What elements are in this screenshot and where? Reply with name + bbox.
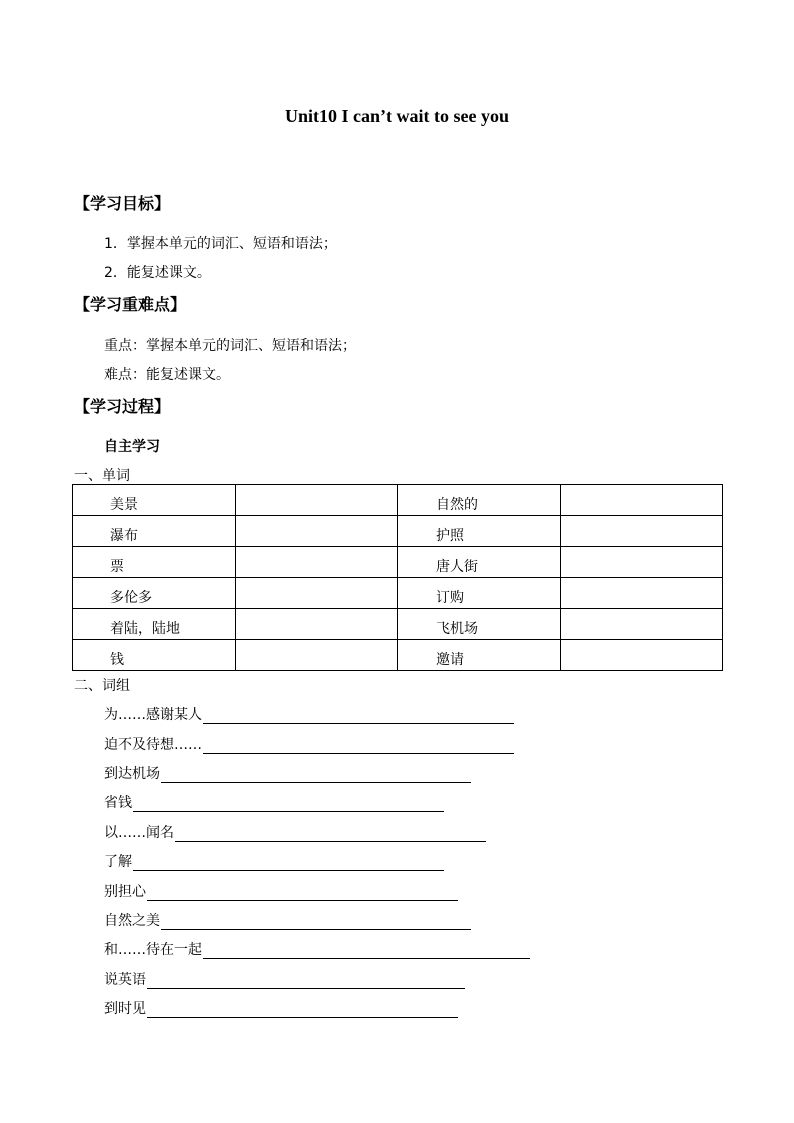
page-title: Unit10 I can’t wait to see you — [285, 106, 509, 126]
vocab-answer-cell[interactable] — [561, 485, 723, 516]
phrase-item — [104, 910, 471, 930]
vocab-table — [72, 484, 723, 671]
vocab-word-cell: 钱 — [73, 640, 236, 671]
process-heading: 【学习过程】 — [74, 397, 171, 416]
table-row — [73, 640, 723, 671]
objective-item-2: 2．能复述课文。 — [104, 265, 211, 281]
vocab-word-cell: 飞机场 — [398, 609, 561, 640]
phrase-label: 和……待在一起 — [104, 942, 202, 958]
phrase-label: 说英语 — [104, 972, 146, 988]
phrase-answer-blank[interactable] — [161, 915, 471, 930]
phrase-answer-blank[interactable] — [161, 768, 471, 783]
vocab-answer-cell[interactable] — [236, 547, 398, 578]
table-row — [73, 516, 723, 547]
phrase-answer-blank[interactable] — [147, 886, 458, 901]
vocab-word-cell: 多伦多 — [73, 578, 236, 609]
phrase-answer-blank[interactable] — [175, 827, 486, 842]
table-row — [73, 578, 723, 609]
vocab-answer-cell[interactable] — [561, 609, 723, 640]
self-study-subheading: 自主学习 — [104, 439, 160, 455]
phrase-item — [104, 734, 514, 754]
phrase-item — [104, 969, 465, 989]
phrase-item — [104, 704, 514, 724]
vocab-answer-cell[interactable] — [561, 640, 723, 671]
objective-item-1: 1．掌握本单元的词汇、短语和语法； — [104, 236, 337, 252]
phrase-answer-blank[interactable] — [133, 797, 444, 812]
vocab-answer-cell[interactable] — [236, 640, 398, 671]
phrase-answer-blank[interactable] — [147, 1003, 458, 1018]
vocab-answer-cell[interactable] — [561, 547, 723, 578]
phrase-answer-blank[interactable] — [203, 944, 530, 959]
phrase-item — [104, 822, 486, 842]
phrase-answer-blank[interactable] — [147, 974, 465, 989]
phrase-label: 到时见 — [104, 1001, 146, 1017]
vocab-word-cell: 瀑布 — [73, 516, 236, 547]
phrase-label: 到达机场 — [104, 766, 160, 782]
phrase-answer-blank[interactable] — [133, 856, 444, 871]
vocab-word-cell: 唐人街 — [398, 547, 561, 578]
vocab-word-cell: 自然的 — [398, 485, 561, 516]
vocab-word-cell: 票 — [73, 547, 236, 578]
table-row — [73, 609, 723, 640]
phrase-label: 为……感谢某人 — [104, 707, 202, 723]
phrase-item — [104, 881, 458, 901]
phrase-item — [104, 792, 444, 812]
vocab-heading: 一、单词 — [74, 468, 130, 484]
phrase-label: 别担心 — [104, 884, 146, 900]
phrase-label: 省钱 — [104, 795, 132, 811]
vocab-answer-cell[interactable] — [236, 578, 398, 609]
vocab-word-cell: 护照 — [398, 516, 561, 547]
phrase-label: 自然之美 — [104, 913, 160, 929]
phrase-item — [104, 998, 458, 1018]
key-point-item-1: 重点：掌握本单元的词汇、短语和语法； — [104, 338, 356, 354]
vocab-answer-cell[interactable] — [561, 578, 723, 609]
vocab-word-cell: 订购 — [398, 578, 561, 609]
phrase-answer-blank[interactable] — [203, 739, 514, 754]
vocab-word-cell: 着陆，陆地 — [73, 609, 236, 640]
vocab-word-cell: 美景 — [73, 485, 236, 516]
table-row — [73, 547, 723, 578]
key-point-item-2: 难点：能复述课文。 — [104, 367, 230, 383]
vocab-answer-cell[interactable] — [236, 516, 398, 547]
vocab-answer-cell[interactable] — [561, 516, 723, 547]
vocab-answer-cell[interactable] — [236, 609, 398, 640]
vocab-word-cell: 邀请 — [398, 640, 561, 671]
phrase-item — [104, 763, 471, 783]
phrase-label: 以……闻名 — [104, 825, 174, 841]
phrase-label: 了解 — [104, 854, 132, 870]
key-points-heading: 【学习重难点】 — [74, 295, 187, 314]
table-row — [73, 485, 723, 516]
phrase-item — [104, 851, 444, 871]
phrase-item — [104, 939, 530, 959]
phrase-label: 迫不及待想…… — [104, 737, 202, 753]
vocab-answer-cell[interactable] — [236, 485, 398, 516]
phrases-heading: 二、词组 — [74, 678, 130, 694]
objectives-heading: 【学习目标】 — [74, 194, 171, 213]
phrase-answer-blank[interactable] — [203, 709, 514, 724]
